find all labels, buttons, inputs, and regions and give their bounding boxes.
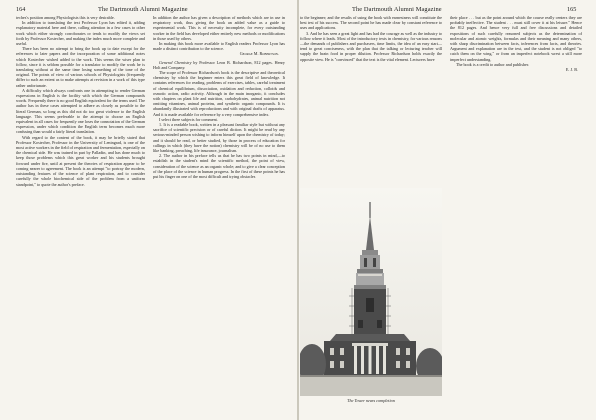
tower-photo	[300, 188, 442, 396]
paragraph: There has been no attempt to bring the book up to date except for the references to later papers and the incorporation of some additional notes which Kostecher wished added to the work. This seems the wiser plan to follow, since it is seldom possible for a translator to modify the work he is translating without at the same time losing something of the tone of the original. The points of view of various schools of Physiologists (frequently differ to such an extent as to make attempts at revision in a work of this type rather unfortunate.	[16, 46, 145, 88]
review-signature: E. J. B.	[565, 67, 578, 73]
paragraph: to the beginner; and the results of using the book with earnestness will constitute the best test of his success. The second point he has made clear by constant reference to uses and applications.	[300, 15, 442, 31]
numbered-point: 1. It is a readable book, written in a pleasant familiar style but without any sacrifice of scientific precision or of careful diction. It might be read by any serious-minded person wishing to inform himself upon the chemistry of today; and it should be read, or better studied, by those in process of education for callings in which (they have the notion) chemistry will be of no use to them like banking, preaching, life insurance, journalism.	[153, 122, 285, 154]
page-gutter	[297, 0, 299, 420]
paragraph: The book is a credit to author and publisher.	[456, 61, 530, 67]
tower-illustration	[300, 188, 442, 396]
paragraph: The scope of Professor Richardson's book is the descriptive and theoretical chemistry by which the beginner enters this great field of knowledge. It contains references for reading, problems of exercises, tables, careful treatment of chemical equilibrium, dissociation, oxidation and reduction, colloids and osmotic action, radio activity. Although in the main inorganic, it concludes with chapters on plant life and nutrition, carbohydrates, animal nutrition not omitting vitamines, animal proteins, and synthetic organic compounds. It is abundantly illustrated with reproductions and with original drafts of apparatus. And it is made available for reference by a very comprehensive index.	[153, 70, 285, 117]
right-page-number: 165	[567, 6, 577, 13]
left-column-2	[153, 15, 285, 415]
right-running-head: The Dartmouth Alumni Magazine	[352, 6, 442, 13]
paragraph: I select three subjects for comment.	[159, 116, 218, 122]
paragraph: In addition the author has given a description of methods which are in use in respiratory work, thus giving the book an added value as a guide to experimental work. This is of necessity incomplete, for every outstanding worker in the field has developed either entirely new methods or modifications in those used by others.	[153, 15, 285, 41]
right-column-2	[450, 15, 582, 187]
photo-caption: The Tower nears completion	[347, 398, 395, 403]
paragraph: A difficulty which always confronts one in attempting to render German expressions in English is the facility with which the German compounds words. Frequently there is no good English equivalent for the terms used. The author has in these cases attempted to adhere as closely as possible to the literal German, so long as this did not do too great violence to the English language. This seems preferable to the attempt to choose an English equivalent in all cases for frequently one loses the connotation of the German expression, under which condition the English term becomes much more confusing than would a fairly literal translation.	[16, 87, 145, 135]
right-column-1	[300, 15, 442, 187]
paragraph: In making this book more available to English readers Professor Lyon has made a distinct contribution to the science.	[153, 41, 285, 52]
review-heading	[153, 60, 285, 70]
left-running-head: The Dartmouth Alumni Magazine	[98, 6, 188, 13]
book-title: General Chemistry	[159, 59, 192, 65]
left-column-1	[16, 15, 145, 415]
numbered-point: 3. And he has seen a great light and has had the courage as well as the industry to follow where it leads. Most of the introductory texts in chemistry, for various reasons—the demands of publishers and purchasers, time limits, the idea of an easy start—tend to great conciseness, with the plan that the talking or lecturing teacher will supply the brain food in proper dilution. Professor Richardson holds exactly the opposite view. He is "convinced" that the text is the vital element. Lecturers have	[300, 30, 442, 62]
numbered-point: 2. The author in his preface tells us that he has two points in mind,—to establish in the student's mind the scientific method, the point of view, consideration of the science as an organic whole; and to give a clear conception of the place of the science in human progress. In the first of these points he has put his finger on one of the most difficult and trying obstacles	[153, 153, 285, 180]
paragraph: In addition to translating the text Professor Lyon has edited it, adding explanatory material here and there, calling attention in a few cases to other work which either strongly corroborates or tends to modify the views set forth by Professor Kostecher, and making the index much more complete and useful.	[16, 20, 145, 47]
paragraph: their place . . . but as the point around which the course really centers they are probably ineffective. The student . . . must still cover it at his leisure." Hence the 812 pages. And hence very full and free discussions and detailed expositions of such carefully reasoned subjects as the determination of molecular and atomic weights, formulas and their meaning and many others, with sharp discrimination between facts, inferences from facts, and theories. Argument and explanation are in the text, and the student is not obliged "to catch them on the wing," or from an imperfect notebook wrest a still more imperfect understanding.	[450, 15, 582, 62]
book-citation: by Professor Leon B. Richardson, 812 pages. Henry Holt and Company.	[153, 59, 285, 70]
paragraph: teches's position among Physiologists this is very desirable.	[16, 15, 115, 20]
paragraph: With regard to the content of the book, it may be briefly stated that Professor Kostecher, Professor in the University of Leningrad, is one of the most active workers in the field of respiration and fermentation, especially on the chemical side. He was trained in part by Palladin, and has done much to keep those problems which this great worker and his students brought forward under fire, until at present the theories of respiration appear to be coming nearer to agreement. The book is an attempt "to portray the modern, outstanding features of the science of plant respiration, and to consider carefully the whole biochemical side of the problem from a uniform standpoint," to quote the author's preface.	[16, 134, 145, 187]
review-signature: George M. Robertson.	[239, 51, 279, 57]
left-page-number: 164	[16, 6, 26, 13]
